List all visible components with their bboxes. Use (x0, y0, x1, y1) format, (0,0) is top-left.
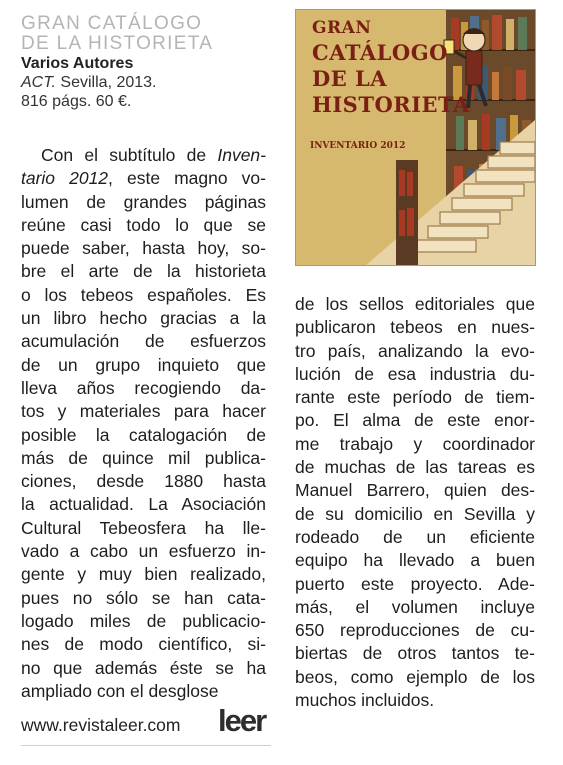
text-line: de un grupo inquieto que (21, 354, 266, 375)
text-line: o los tebeos españoles. Es (21, 284, 266, 305)
text-line: lleva años recogiendo da- (21, 377, 266, 398)
text-line: pues no sólo se han cata- (21, 587, 266, 608)
text-line: vado a cabo un esfuerzo in- (21, 541, 266, 562)
article-header (21, 14, 286, 111)
text-line (21, 144, 266, 167)
review-text-column-1 (21, 144, 266, 703)
text-line: biertas de otros tantos te- (295, 643, 535, 664)
cover-title-line-2: CATÁLOGO (312, 40, 448, 65)
text-line: puede saber, hasta hoy, so- (21, 238, 266, 259)
text-line: Cultural Tebeosfera ha lle- (21, 517, 266, 538)
text-line: de muchas de las tareas es (295, 457, 535, 478)
text-line: equipo ha llevado a buen (295, 550, 535, 571)
publisher: ACT. (21, 74, 56, 91)
text-line: 650 reproducciones de cu- (295, 620, 535, 641)
text-line: me trabajo y coordinador (295, 433, 535, 454)
book-title (21, 14, 286, 54)
text-line: beos, como ejemplo de los (295, 666, 535, 687)
italic-fragment: tario 2012 (21, 168, 109, 189)
text-line: gente y muy bien realizado, (21, 564, 266, 585)
text-line: ciones, desde 1880 hasta (21, 471, 266, 492)
text-line: puerto este proyecto. Ade- (295, 573, 535, 594)
text-line: posible la catalogación de (21, 424, 266, 445)
text-fragment: Con el subtítulo de (41, 145, 218, 165)
text-line: no que además éste se ha (21, 657, 266, 678)
book-title-line-2: DE LA HISTORIETA (21, 33, 214, 54)
text-line (21, 167, 266, 190)
text-line: tos y materiales para hacer (21, 401, 266, 422)
text-line: rante este período de tiem- (295, 387, 535, 408)
text-line: más, el volumen incluye (295, 596, 535, 617)
text-line: lumen de grandes páginas (21, 191, 266, 212)
cover-title-line-4: HISTORIETA (312, 92, 470, 117)
text-line: po. El alma de este enor- (295, 410, 535, 431)
book-title-line-1: GRAN CATÁLOGO (21, 13, 203, 34)
text-line: bre el arte de la historieta (21, 261, 266, 282)
text-line: un libro hecho gracias a la (21, 308, 266, 329)
cover-subtitle: INVENTARIO 2012 (310, 141, 406, 151)
text-fragment: , este magno vo- (108, 168, 266, 189)
cover-title-line-3: DE LA (312, 66, 388, 91)
text-line: de los sellos editoriales que (295, 294, 535, 314)
text-line: publicaron tebeos en nues- (295, 317, 535, 338)
text-line: Manuel Barrero, quien des- (295, 480, 535, 501)
website-url: www.revistaleer.com (21, 715, 181, 735)
text-line: acumulación de esfuerzos (21, 331, 266, 352)
cover-title-line-1: GRAN (312, 18, 372, 38)
leer-logo: leer (218, 703, 266, 738)
text-line: más de quince mil publica- (21, 447, 266, 468)
text-line: rodeado de un eficiente (295, 526, 535, 547)
text-line: reúne casi todo lo que se (21, 214, 266, 235)
text-line: la actualidad. La Asociación (21, 494, 266, 515)
review-text-column-2 (295, 293, 535, 712)
city-year: Sevilla, 2013. (55, 74, 157, 91)
pages-price: 816 págs. 60 €. (21, 93, 132, 110)
text-line: lución de esa industria du- (295, 363, 535, 384)
text-line: logado miles de publicacio- (21, 610, 266, 631)
italic-fragment: Inven- (217, 145, 266, 165)
book-publisher-line (21, 73, 286, 92)
book-author: Varios Autores (21, 55, 134, 72)
footer-rule (21, 745, 271, 746)
book-cover-image (296, 10, 535, 265)
text-line: ampliado con el desglose (21, 680, 219, 701)
text-line: nes de modo científico, si- (21, 634, 266, 655)
text-line: de su domicilio en Sevilla y (295, 503, 535, 524)
text-line: tro país, analizando la evo- (295, 340, 535, 361)
text-line: muchos incluidos. (295, 690, 435, 711)
